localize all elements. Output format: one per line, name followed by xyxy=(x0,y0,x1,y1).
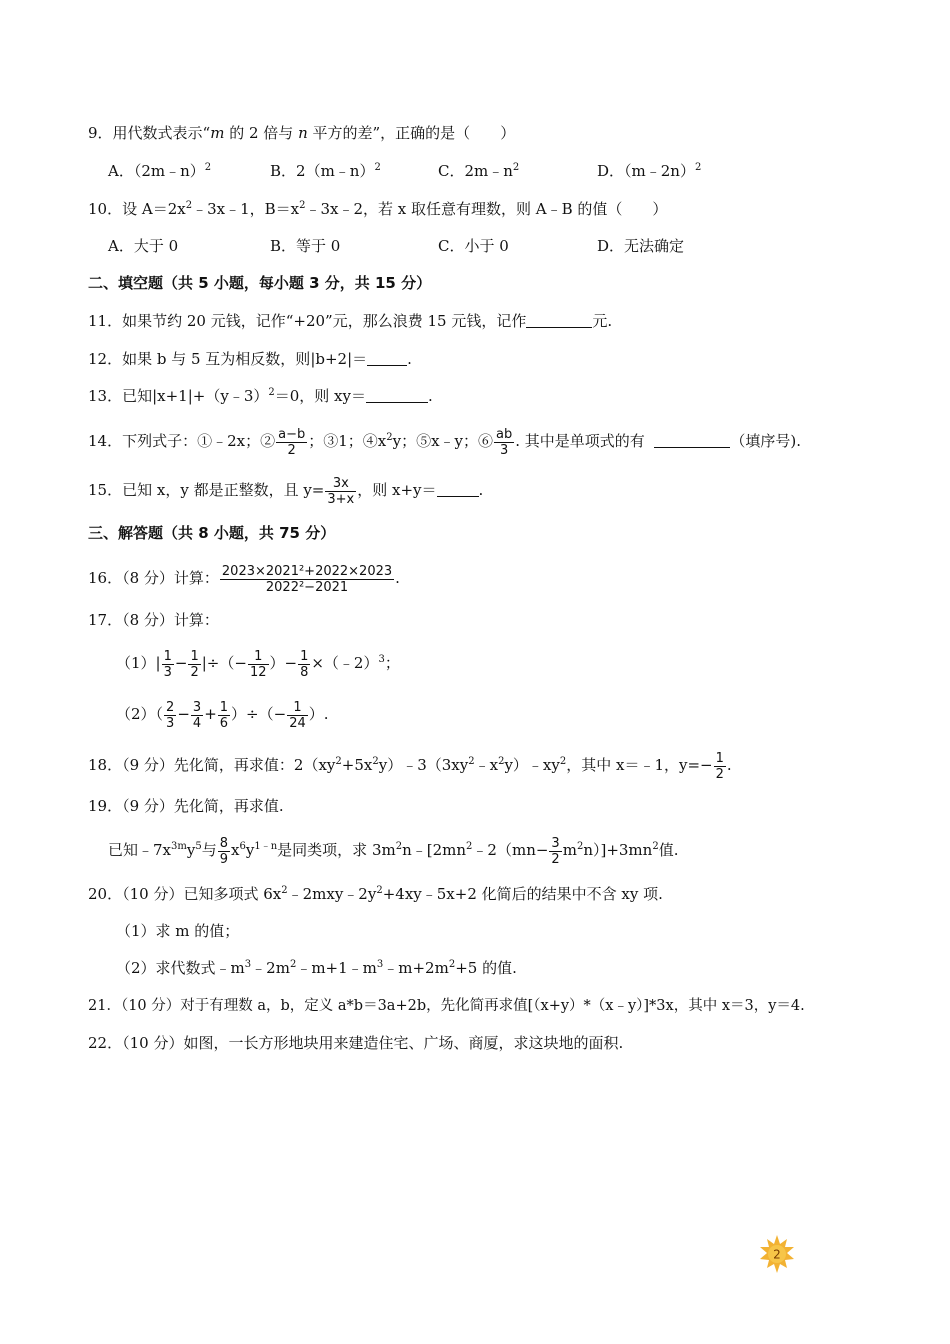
answer-blank[interactable] xyxy=(654,433,730,448)
question-13: 13．已知|x+1|+（y﹣3）$^2$＝0，则 xy＝ . xyxy=(88,387,433,405)
question-20-part-1: （1）求 m 的值； xyxy=(116,922,240,940)
question-22: 22．（10 分）如图，一长方形地块用来建造住宅、广场、商厦，求这块地的面积. xyxy=(88,1034,624,1052)
fraction: $\frac{\text{2023×2021²+2022×2023}}{\text{2022²−2021}}$ xyxy=(221,563,393,595)
question-21: 21．（10 分）对于有理数 a，b，定义 a*b＝3a+2b，先化简再求值[（x+y）*（x﹣y）]*3x，其中 x＝3，y＝4. xyxy=(88,998,805,1014)
fraction: $\frac{ab}{3}$ xyxy=(496,426,513,458)
q9-option-c: C．$2m﹣n^2$ xyxy=(438,162,520,180)
question-15: 15．已知 x，y 都是正整数，且 y= $\frac{3x}{3+x}$ ，则 x+y＝ . xyxy=(88,475,484,507)
fraction: $\frac{1}{3}$ xyxy=(163,648,172,680)
page-number-badge xyxy=(758,1235,796,1273)
section-2-heading: 二、填空题（共 5 小题，每小题 3 分，共 15 分） xyxy=(88,274,432,292)
fraction: $\frac{1}{6}$ xyxy=(219,699,229,731)
fraction: $\frac{3}{2}$ xyxy=(551,835,560,867)
answer-blank[interactable] xyxy=(366,388,428,403)
question-17-part-2: （2）（ $\frac{2}{3}$ − $\frac{3}{4}$ + $\frac{1}{6}$ ）÷（− $\frac{1}{24}$ ）. xyxy=(116,699,329,731)
q10-option-a: A．大于 0 xyxy=(108,237,179,255)
question-16: 16．（8 分）计算： $\frac{\text{2023×2021²+2022×2023}}{\text{2022²−2021}}$ . xyxy=(88,563,400,595)
question-19-body: 已知$﹣7x^{3m}y^5$与 $\frac{8}{9}$ $x^6y^{1﹣n}$是同类项，求 $3m^2n﹣[2mn^2﹣2(mn-$ $\frac{3}{2}$ $m^2n)]+3mn^2$值. xyxy=(108,835,679,867)
answer-blank[interactable] xyxy=(437,482,479,497)
question-20-part-2: （2）求代数式$﹣m^3﹣2m^2﹣m+1﹣m^3﹣m+2m^2+5$ 的值. xyxy=(116,959,517,977)
fraction: $\frac{3x}{3+x}$ xyxy=(327,475,355,507)
q10-option-d: D．无法确定 xyxy=(597,237,685,255)
question-19: 19．（9 分）先化简，再求值. xyxy=(88,797,284,815)
section-3-heading: 三、解答题（共 8 小题，共 75 分） xyxy=(88,524,336,542)
question-20: 20．（10 分）已知多项式 $6x^2﹣2mxy﹣2y^2+4xy﹣5x+2$ 化简后的结果中不含 xy 项. xyxy=(88,885,663,903)
question-11: 11．如果节约 20 元钱，记作“+20”元，那么浪费 15 元钱，记作 元. xyxy=(88,312,613,330)
q10-option-c: C．小于 0 xyxy=(438,237,509,255)
fraction: $\frac{1}{2}$ xyxy=(715,750,724,782)
q9-option-a: A．（2m﹣n）$^2$ xyxy=(108,162,212,180)
page-number: 2 xyxy=(773,1247,781,1262)
q10-option-b: B．等于 0 xyxy=(270,237,341,255)
question-17-part-1: （1）| $\frac{1}{3}$ − $\frac{1}{2}$ |÷（− $\frac{1}{12}$ ）− $\frac{1}{8}$ ×（﹣2）$^3$； xyxy=(116,648,400,680)
question-18: 18．（9 分）先化简，再求值：$2(xy^2+5x^2y)﹣3(3xy^2﹣x^2y)﹣xy^2$，其中 x＝﹣1，y=− $\frac{1}{2}$ . xyxy=(88,750,732,782)
fraction: $\frac{2}{3}$ xyxy=(166,699,175,731)
fraction: $\frac{a-b}{2}$ xyxy=(278,426,306,458)
fraction: $\frac{1}{12}$ xyxy=(249,648,267,680)
fraction: $\frac{1}{2}$ xyxy=(190,648,199,680)
fraction: $\frac{8}{9}$ xyxy=(219,835,229,867)
question-9: 9．用代数式表示“m 的 2 倍与 n 平方的差”，正确的是（ ） xyxy=(88,124,516,142)
answer-blank[interactable] xyxy=(526,313,592,328)
question-12: 12．如果 b 与 5 互为相反数，则|b+2|＝ . xyxy=(88,350,412,368)
question-10: 10．设 $A=2x^2﹣3x﹣1$，$B=x^2﹣3x﹣2$，若 x 取任意有理数，则 A﹣B 的值（ ） xyxy=(88,200,668,218)
q9-option-d: D．（m﹣2n）$^2$ xyxy=(597,162,702,180)
q9-option-b: B．2（m﹣n）$^2$ xyxy=(270,162,381,180)
question-14: 14．下列式子：①﹣2x；② $\frac{a-b}{2}$ ；③1；$④x^2y$；⑤x﹣y；⑥ $\frac{ab}{3}$ . 其中是单项式的有 （填序号). xyxy=(88,426,801,458)
fraction: $\frac{3}{4}$ xyxy=(192,699,202,731)
fraction: $\frac{1}{8}$ xyxy=(300,648,309,680)
fraction: $\frac{1}{24}$ xyxy=(289,699,306,731)
question-17: 17．（8 分）计算： xyxy=(88,611,219,629)
answer-blank[interactable] xyxy=(367,351,407,366)
